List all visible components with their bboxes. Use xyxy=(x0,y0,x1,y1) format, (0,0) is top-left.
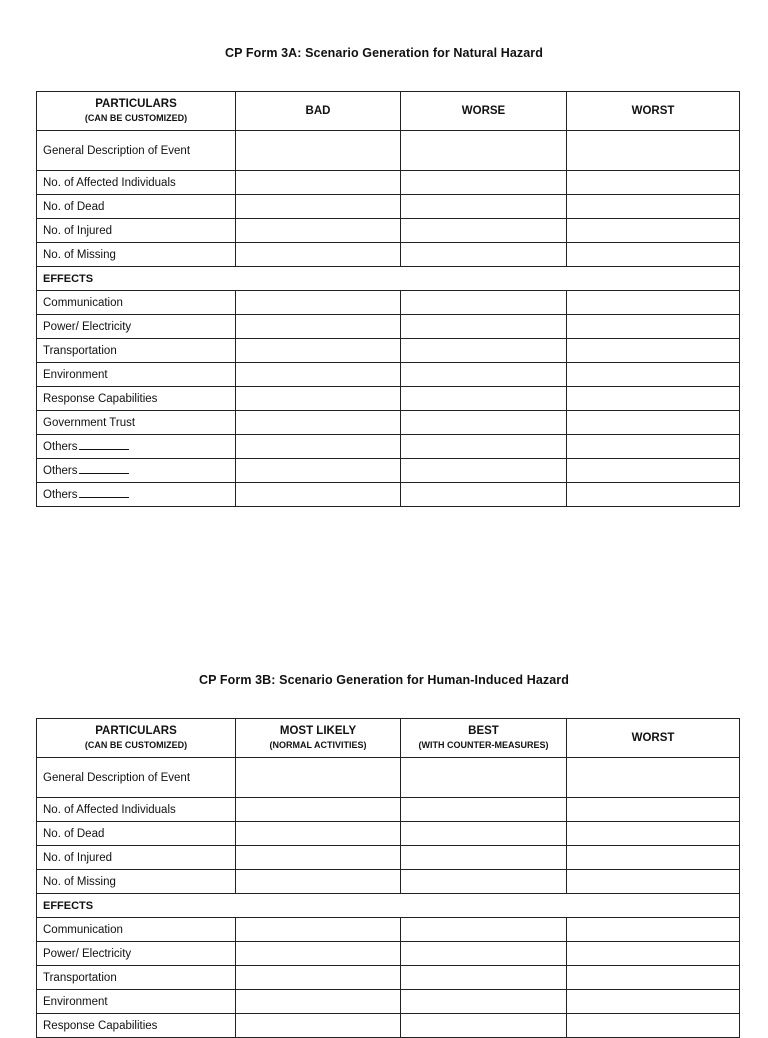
input-cell[interactable] xyxy=(236,131,401,171)
row-label: Environment xyxy=(37,363,236,387)
input-cell[interactable] xyxy=(401,822,567,846)
input-cell[interactable] xyxy=(236,315,401,339)
input-cell[interactable] xyxy=(401,291,567,315)
input-cell[interactable] xyxy=(236,171,401,195)
input-cell[interactable] xyxy=(567,339,740,363)
input-cell[interactable] xyxy=(401,459,567,483)
header-label: WORST xyxy=(631,732,675,744)
section-row xyxy=(37,894,740,918)
row-label: Response Capabilities xyxy=(37,387,236,411)
input-cell[interactable] xyxy=(236,990,401,1014)
input-cell[interactable] xyxy=(401,243,567,267)
table-row xyxy=(37,1014,740,1038)
input-cell[interactable] xyxy=(567,435,740,459)
input-cell[interactable] xyxy=(401,435,567,459)
input-cell[interactable] xyxy=(567,387,740,411)
input-cell[interactable] xyxy=(236,798,401,822)
input-cell[interactable] xyxy=(401,990,567,1014)
input-cell[interactable] xyxy=(567,966,740,990)
table-row xyxy=(37,846,740,870)
input-cell[interactable] xyxy=(236,1014,401,1038)
input-cell[interactable] xyxy=(567,870,740,894)
input-cell[interactable] xyxy=(401,870,567,894)
input-cell[interactable] xyxy=(567,291,740,315)
section-row xyxy=(37,267,740,291)
row-label: Power/ Electricity xyxy=(37,942,236,966)
input-cell[interactable] xyxy=(236,870,401,894)
header-label: WORSE xyxy=(461,105,506,117)
row-label: No. of Dead xyxy=(37,822,236,846)
input-cell[interactable] xyxy=(236,363,401,387)
input-cell[interactable] xyxy=(567,942,740,966)
input-cell[interactable] xyxy=(236,822,401,846)
row-label-others xyxy=(37,459,236,483)
row-label: No. of Injured xyxy=(37,219,236,243)
input-cell[interactable] xyxy=(401,918,567,942)
input-cell[interactable] xyxy=(236,483,401,507)
table-row xyxy=(37,315,740,339)
header-worse xyxy=(401,92,567,131)
input-cell[interactable] xyxy=(567,483,740,507)
blank-line xyxy=(79,448,129,450)
form-b-table xyxy=(36,718,740,1038)
input-cell[interactable] xyxy=(401,942,567,966)
input-cell[interactable] xyxy=(401,411,567,435)
table-row xyxy=(37,483,740,507)
input-cell[interactable] xyxy=(236,942,401,966)
input-cell[interactable] xyxy=(401,171,567,195)
form-a-title: CP Form 3A: Scenario Generation for Natural Hazard xyxy=(224,46,544,60)
header-worst xyxy=(567,719,740,758)
input-cell[interactable] xyxy=(401,758,567,798)
header-label: WORST xyxy=(631,105,675,117)
table-row xyxy=(37,918,740,942)
input-cell[interactable] xyxy=(401,131,567,171)
table-row xyxy=(37,363,740,387)
section-label: EFFECTS xyxy=(37,894,740,918)
input-cell[interactable] xyxy=(567,1014,740,1038)
table-row xyxy=(37,758,740,798)
header-bad xyxy=(236,92,401,131)
header-worst xyxy=(567,92,740,131)
table-row xyxy=(37,990,740,1014)
input-cell[interactable] xyxy=(567,918,740,942)
input-cell[interactable] xyxy=(236,339,401,363)
input-cell[interactable] xyxy=(567,363,740,387)
table-row xyxy=(37,411,740,435)
input-cell[interactable] xyxy=(236,387,401,411)
input-cell[interactable] xyxy=(567,798,740,822)
input-cell[interactable] xyxy=(401,966,567,990)
input-cell[interactable] xyxy=(236,435,401,459)
row-label: No. of Affected Individuals xyxy=(37,798,236,822)
input-cell[interactable] xyxy=(236,243,401,267)
input-cell[interactable] xyxy=(567,822,740,846)
input-cell[interactable] xyxy=(567,459,740,483)
input-cell[interactable] xyxy=(401,195,567,219)
blank-line xyxy=(79,472,129,474)
input-cell[interactable] xyxy=(236,195,401,219)
input-cell[interactable] xyxy=(567,990,740,1014)
input-cell[interactable] xyxy=(567,243,740,267)
header-particulars xyxy=(37,92,236,131)
input-cell[interactable] xyxy=(236,846,401,870)
header-label: BAD xyxy=(305,105,331,117)
header-best xyxy=(401,719,567,758)
row-label: No. of Missing xyxy=(37,243,236,267)
table-row xyxy=(37,171,740,195)
row-label: Environment xyxy=(37,990,236,1014)
header-sublabel: (WITH COUNTER-MEASURES) xyxy=(418,740,549,750)
header-sublabel: (NORMAL ACTIVITIES) xyxy=(269,740,367,750)
row-label: General Description of Event xyxy=(37,131,236,171)
input-cell[interactable] xyxy=(567,171,740,195)
table-row xyxy=(37,459,740,483)
header-label: BEST xyxy=(468,725,499,737)
table-row xyxy=(37,291,740,315)
input-cell[interactable] xyxy=(401,339,567,363)
header-label: PARTICULARS xyxy=(95,725,177,737)
row-label: Government Trust xyxy=(37,411,236,435)
form-b-title: CP Form 3B: Scenario Generation for Human-Induced Hazard xyxy=(198,673,570,687)
table-row xyxy=(37,435,740,459)
header-label: MOST LIKELY xyxy=(279,725,357,737)
header-particulars xyxy=(37,719,236,758)
table-row xyxy=(37,219,740,243)
header-sublabel: (CAN BE CUSTOMIZED) xyxy=(84,113,188,123)
row-label: No. of Affected Individuals xyxy=(37,171,236,195)
row-label: Response Capabilities xyxy=(37,1014,236,1038)
table-row xyxy=(37,822,740,846)
others-label: Others xyxy=(43,488,78,501)
input-cell[interactable] xyxy=(567,411,740,435)
header-sublabel: (CAN BE CUSTOMIZED) xyxy=(84,740,188,750)
header-row xyxy=(37,92,740,131)
row-label: No. of Injured xyxy=(37,846,236,870)
input-cell[interactable] xyxy=(236,459,401,483)
row-label: Transportation xyxy=(37,966,236,990)
table-row xyxy=(37,195,740,219)
table-row xyxy=(37,131,740,171)
input-cell[interactable] xyxy=(401,315,567,339)
table-row xyxy=(37,966,740,990)
section-label: EFFECTS xyxy=(37,267,740,291)
others-label: Others xyxy=(43,464,78,477)
row-label-others xyxy=(37,435,236,459)
others-label: Others xyxy=(43,440,78,453)
row-label: Communication xyxy=(37,291,236,315)
input-cell[interactable] xyxy=(401,387,567,411)
input-cell[interactable] xyxy=(567,131,740,171)
row-label: No. of Missing xyxy=(37,870,236,894)
row-label: Power/ Electricity xyxy=(37,315,236,339)
table-row xyxy=(37,942,740,966)
table-row xyxy=(37,870,740,894)
input-cell[interactable] xyxy=(236,966,401,990)
input-cell[interactable] xyxy=(401,219,567,243)
row-label-others xyxy=(37,483,236,507)
input-cell[interactable] xyxy=(567,315,740,339)
input-cell[interactable] xyxy=(236,219,401,243)
row-label: No. of Dead xyxy=(37,195,236,219)
input-cell[interactable] xyxy=(401,846,567,870)
input-cell[interactable] xyxy=(401,1014,567,1038)
input-cell[interactable] xyxy=(567,195,740,219)
input-cell[interactable] xyxy=(401,363,567,387)
row-label: Transportation xyxy=(37,339,236,363)
input-cell[interactable] xyxy=(236,758,401,798)
blank-line xyxy=(79,496,129,498)
table-row xyxy=(37,339,740,363)
table-row xyxy=(37,243,740,267)
header-most-likely xyxy=(236,719,401,758)
table-row xyxy=(37,387,740,411)
input-cell[interactable] xyxy=(401,483,567,507)
input-cell[interactable] xyxy=(567,219,740,243)
form-a-table xyxy=(36,91,740,507)
table-row xyxy=(37,798,740,822)
row-label: Communication xyxy=(37,918,236,942)
input-cell[interactable] xyxy=(236,411,401,435)
input-cell[interactable] xyxy=(567,846,740,870)
input-cell[interactable] xyxy=(567,758,740,798)
row-label: General Description of Event xyxy=(37,758,236,798)
header-label: PARTICULARS xyxy=(95,98,177,110)
header-row xyxy=(37,719,740,758)
input-cell[interactable] xyxy=(401,798,567,822)
input-cell[interactable] xyxy=(236,291,401,315)
input-cell[interactable] xyxy=(236,918,401,942)
